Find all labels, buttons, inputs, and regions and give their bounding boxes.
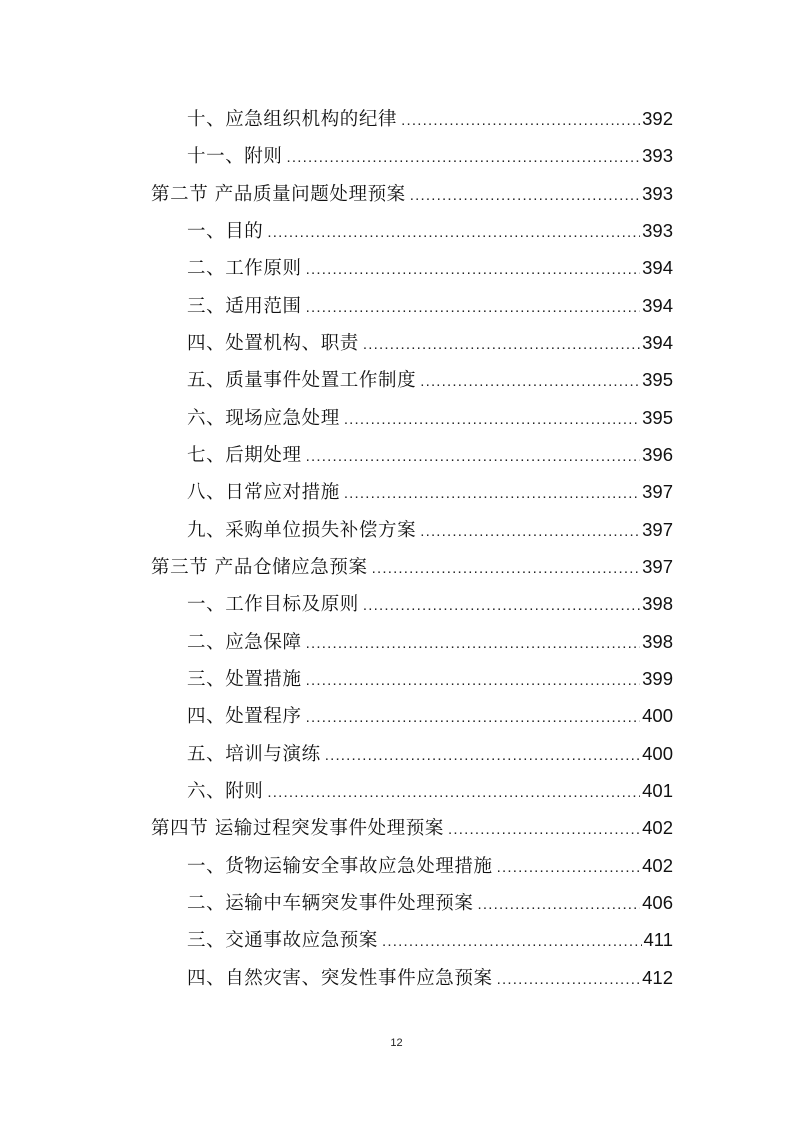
toc-entry-page: 402 xyxy=(642,817,673,838)
toc-entry[interactable] xyxy=(187,665,673,693)
toc-entry-page: 394 xyxy=(642,332,673,353)
toc-entry-title: 三、交通事故应急预案 xyxy=(187,930,379,951)
toc-entry-title: 第三节 产品仓储应急预案 xyxy=(151,557,368,578)
dot-leader xyxy=(372,555,641,583)
toc-entry[interactable] xyxy=(187,740,673,768)
toc-entry[interactable] xyxy=(187,926,673,954)
toc-entry[interactable] xyxy=(187,516,673,544)
toc-entry[interactable] xyxy=(187,964,673,992)
toc-entry-title: 一、工作目标及原则 xyxy=(187,594,359,615)
dot-leader xyxy=(287,144,641,172)
toc-entry-title: 五、质量事件处置工作制度 xyxy=(187,370,417,391)
toc-entry-title: 六、现场应急处理 xyxy=(187,408,340,429)
toc-entry-page: 397 xyxy=(642,519,673,540)
toc-entry-title: 三、适用范围 xyxy=(187,296,302,317)
toc-entry[interactable] xyxy=(187,777,673,805)
toc-entry-page: 392 xyxy=(642,108,673,129)
toc-entry-page: 395 xyxy=(642,369,673,390)
toc-entry[interactable] xyxy=(187,366,673,394)
toc-entry[interactable] xyxy=(187,889,673,917)
toc-entry-title: 七、后期处理 xyxy=(187,445,302,466)
toc-entry-title: 第四节 运输过程突发事件处理预案 xyxy=(151,818,444,839)
toc-entry-page: 412 xyxy=(642,967,673,988)
page-number: 12 xyxy=(390,1037,403,1049)
toc-entry[interactable] xyxy=(187,590,673,618)
toc-entry-title: 四、处置机构、职责 xyxy=(187,333,359,354)
toc-entry-page: 398 xyxy=(642,593,673,614)
toc-entry-title: 六、附则 xyxy=(187,781,264,802)
toc-entry-page: 401 xyxy=(642,780,673,801)
dot-leader xyxy=(420,518,640,546)
dot-leader xyxy=(410,182,640,210)
toc-entry-page: 393 xyxy=(642,183,673,204)
toc-entry-title: 十、应急组织机构的纪律 xyxy=(187,109,398,130)
toc-entry-page: 406 xyxy=(642,892,673,913)
toc-entry[interactable] xyxy=(187,852,673,880)
dot-leader xyxy=(306,704,641,732)
toc-entry[interactable] xyxy=(187,404,673,432)
toc-entry-title: 二、工作原则 xyxy=(187,258,302,279)
dot-leader xyxy=(325,742,640,770)
toc-entry-page: 400 xyxy=(642,705,673,726)
dot-leader xyxy=(497,854,641,882)
toc-entry[interactable] xyxy=(187,292,673,320)
toc-entry[interactable] xyxy=(187,142,673,170)
dot-leader xyxy=(363,331,640,359)
toc-entry[interactable] xyxy=(187,478,673,506)
toc-entry[interactable] xyxy=(187,702,673,730)
toc-entry[interactable] xyxy=(151,180,673,208)
dot-leader xyxy=(382,928,641,956)
toc-entry[interactable] xyxy=(187,441,673,469)
toc-entry-page: 394 xyxy=(642,295,673,316)
toc-entry-title: 九、采购单位损失补偿方案 xyxy=(187,520,417,541)
toc-entry-page: 399 xyxy=(642,668,673,689)
toc-entry-page: 398 xyxy=(642,631,673,652)
toc-entry-page: 394 xyxy=(642,257,673,278)
dot-leader xyxy=(448,816,640,844)
toc-entry-page: 396 xyxy=(642,444,673,465)
toc-entry-page: 395 xyxy=(642,407,673,428)
toc-entry-page: 393 xyxy=(642,220,673,241)
toc-entry[interactable] xyxy=(187,628,673,656)
toc-entry-title: 十一、附则 xyxy=(187,146,283,167)
toc-entry-title: 八、日常应对措施 xyxy=(187,482,340,503)
dot-leader xyxy=(344,480,640,508)
dot-leader xyxy=(267,219,640,247)
toc-entry[interactable] xyxy=(187,217,673,245)
dot-leader xyxy=(344,406,640,434)
toc-entry-page: 393 xyxy=(642,145,673,166)
toc-entry-title: 三、处置措施 xyxy=(187,669,302,690)
toc-entry[interactable] xyxy=(187,105,673,133)
toc-entry-title: 二、运输中车辆突发事件处理预案 xyxy=(187,893,474,914)
dot-leader xyxy=(363,592,640,620)
toc-entry-title: 第二节 产品质量问题处理预案 xyxy=(151,184,406,205)
dot-leader xyxy=(420,368,640,396)
toc-entry[interactable] xyxy=(187,254,673,282)
dot-leader xyxy=(306,667,641,695)
toc-entry-page: 402 xyxy=(642,855,673,876)
toc-entry-title: 五、培训与演练 xyxy=(187,744,321,765)
toc-entry-page: 397 xyxy=(642,481,673,502)
toc-entry-title: 一、目的 xyxy=(187,221,264,242)
dot-leader xyxy=(306,256,641,284)
dot-leader xyxy=(306,294,641,322)
dot-leader xyxy=(267,779,640,807)
dot-leader xyxy=(478,891,641,919)
toc-entry-title: 二、应急保障 xyxy=(187,632,302,653)
dot-leader xyxy=(497,966,641,994)
dot-leader xyxy=(401,107,640,135)
toc-entry-page: 397 xyxy=(642,556,673,577)
toc-entry-title: 四、自然灾害、突发性事件应急预案 xyxy=(187,968,493,989)
toc-entry-page: 411 xyxy=(643,929,673,950)
dot-leader xyxy=(306,443,641,471)
dot-leader xyxy=(306,630,641,658)
toc-entry[interactable] xyxy=(151,553,673,581)
toc-entry[interactable] xyxy=(187,329,673,357)
toc-entry[interactable] xyxy=(151,814,673,842)
toc-entry-title: 一、货物运输安全事故应急处理措施 xyxy=(187,856,493,877)
toc-entry-page: 400 xyxy=(642,743,673,764)
toc-entry-title: 四、处置程序 xyxy=(187,706,302,727)
